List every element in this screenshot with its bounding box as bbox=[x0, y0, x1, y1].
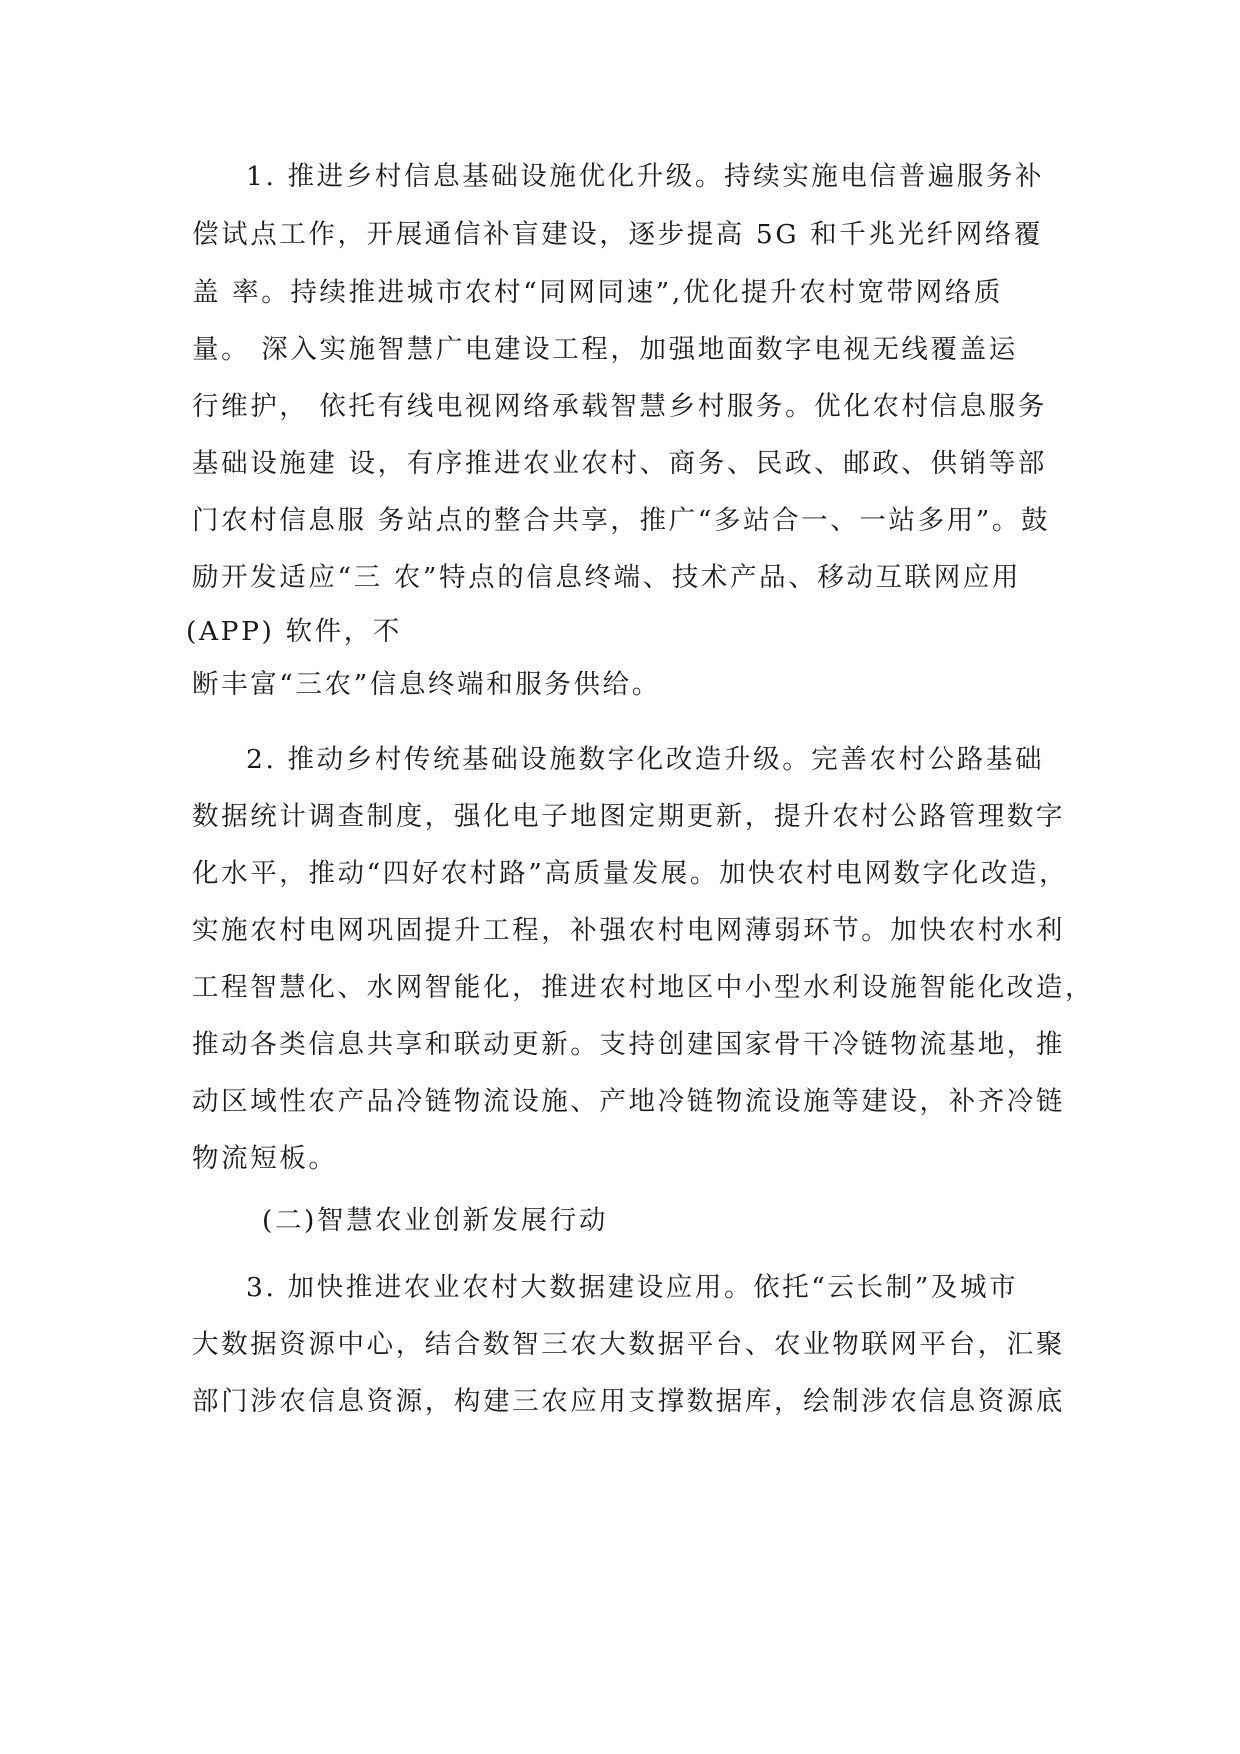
text-line: 部门涉农信息资源，构建三农应用支撑数据库，绘制涉农信息资源底 bbox=[192, 1386, 1065, 1417]
text-line: 物流短板。 bbox=[192, 1143, 338, 1174]
text-line: 行维护， 依托有线电视网络承载智慧乡村服务。优化农村信息服务 bbox=[192, 391, 1047, 422]
section-heading: (二)智慧农业创新发展行动 bbox=[262, 1205, 608, 1236]
text-line: 励开发适应“三 农”特点的信息终端、技术产品、移动互联网应用 bbox=[192, 562, 1022, 593]
text-line: 3. 加快推进农业农村大数据建设应用。依托“云长制”及城市 bbox=[246, 1272, 1019, 1303]
text-line: 量。 深入实施智慧广电建设工程，加强地面数字电视无线覆盖运 bbox=[192, 334, 1018, 365]
text-line: 1. 推进乡村信息基础设施优化升级。持续实施电信普遍服务补 bbox=[246, 161, 1045, 192]
text-line: 断丰富“三农”信息终端和服务供给。 bbox=[192, 669, 661, 700]
text-line: 数据统计调查制度，强化电子地图定期更新，提升农村公路管理数字 bbox=[192, 801, 1065, 832]
text-line: 推动各类信息共享和联动更新。支持创建国家骨干冷链物流基地，推 bbox=[192, 1029, 1065, 1060]
text-line: 工程智慧化、水网智能化，推进农村地区中小型水利设施智能化改造， bbox=[192, 972, 1095, 1003]
text-line: 基础设施建 设，有序推进农业农村、商务、民政、邮政、供销等部 bbox=[192, 448, 1047, 479]
text-line: 动区域性农产品冷链物流设施、产地冷链物流设施等建设，补齐冷链 bbox=[192, 1086, 1065, 1117]
text-line: 门农村信息服 务站点的整合共享，推广“多站合一、一站多用”。鼓 bbox=[192, 505, 1051, 536]
text-line: 化水平，推动“四好农村路”高质量发展。加快农村电网数字化改造， bbox=[192, 858, 1069, 889]
text-line: 2. 推动乡村传统基础设施数字化改造升级。完善农村公路基础 bbox=[246, 744, 1045, 775]
text-line: 大数据资源中心，结合数智三农大数据平台、农业物联网平台，汇聚 bbox=[192, 1329, 1065, 1360]
text-line: 盖 率。持续推进城市农村“同网同速”,优化提升农村宽带网络质 bbox=[192, 277, 1003, 308]
text-line: 实施农村电网巩固提升工程，补强农村电网薄弱环节。加快农村水利 bbox=[192, 915, 1065, 946]
text-line: (APP) 软件，不 bbox=[186, 616, 402, 647]
text-line: 偿试点工作，开展通信补盲建设，逐步提高 5G 和千兆光纤网络覆 bbox=[192, 219, 1043, 250]
